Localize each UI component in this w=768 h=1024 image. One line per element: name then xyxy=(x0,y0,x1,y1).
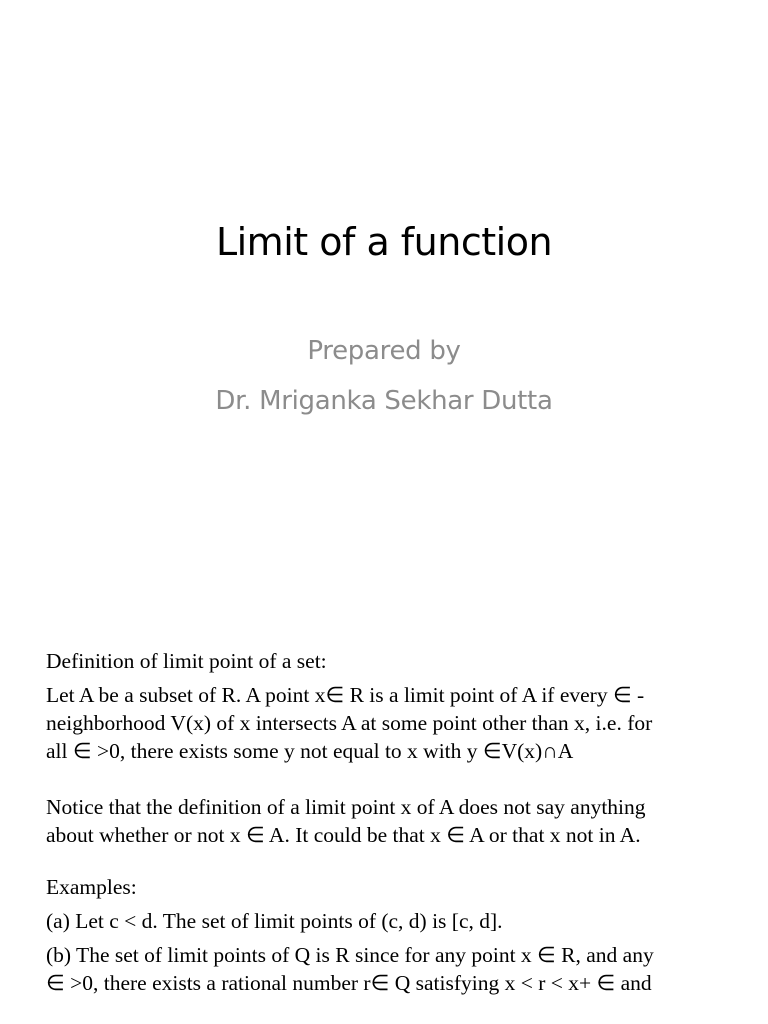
definition-line-3: all ∈ >0, there exists some y not equal to x with y ∈V(x)∩A xyxy=(46,739,574,763)
subtitle-prepared-by: Prepared by xyxy=(307,336,461,366)
definition-line-2: neighborhood V(x) of x intersects A at some point other than x, i.e. for xyxy=(46,711,653,735)
example-a: (a) Let c < d. The set of limit points of (c, d) is [c, d]. xyxy=(46,909,503,933)
example-b-line-1: (b) The set of limit points of Q is R since for any point x ∈ R, and any xyxy=(46,943,654,967)
slide-title: Limit of a function xyxy=(215,220,553,264)
examples-heading: Examples: xyxy=(46,875,137,899)
notice-line-2: about whether or not x ∈ A. It could be that x ∈ A or that x not in A. xyxy=(46,823,641,847)
definition-heading: Definition of limit point of a set: xyxy=(46,649,327,673)
subtitle-author: Dr. Mriganka Sekhar Dutta xyxy=(215,386,553,416)
definition-line-1: Let A be a subset of R. A point x∈ R is a limit point of A if every ∈ - xyxy=(46,683,645,707)
notice-line-1: Notice that the definition of a limit point x of A does not say anything xyxy=(46,795,646,819)
content-slide xyxy=(46,647,746,997)
example-b-line-2: ∈ >0, there exists a rational number r∈ Q satisfying x < r < x+ ∈ and xyxy=(46,971,652,995)
